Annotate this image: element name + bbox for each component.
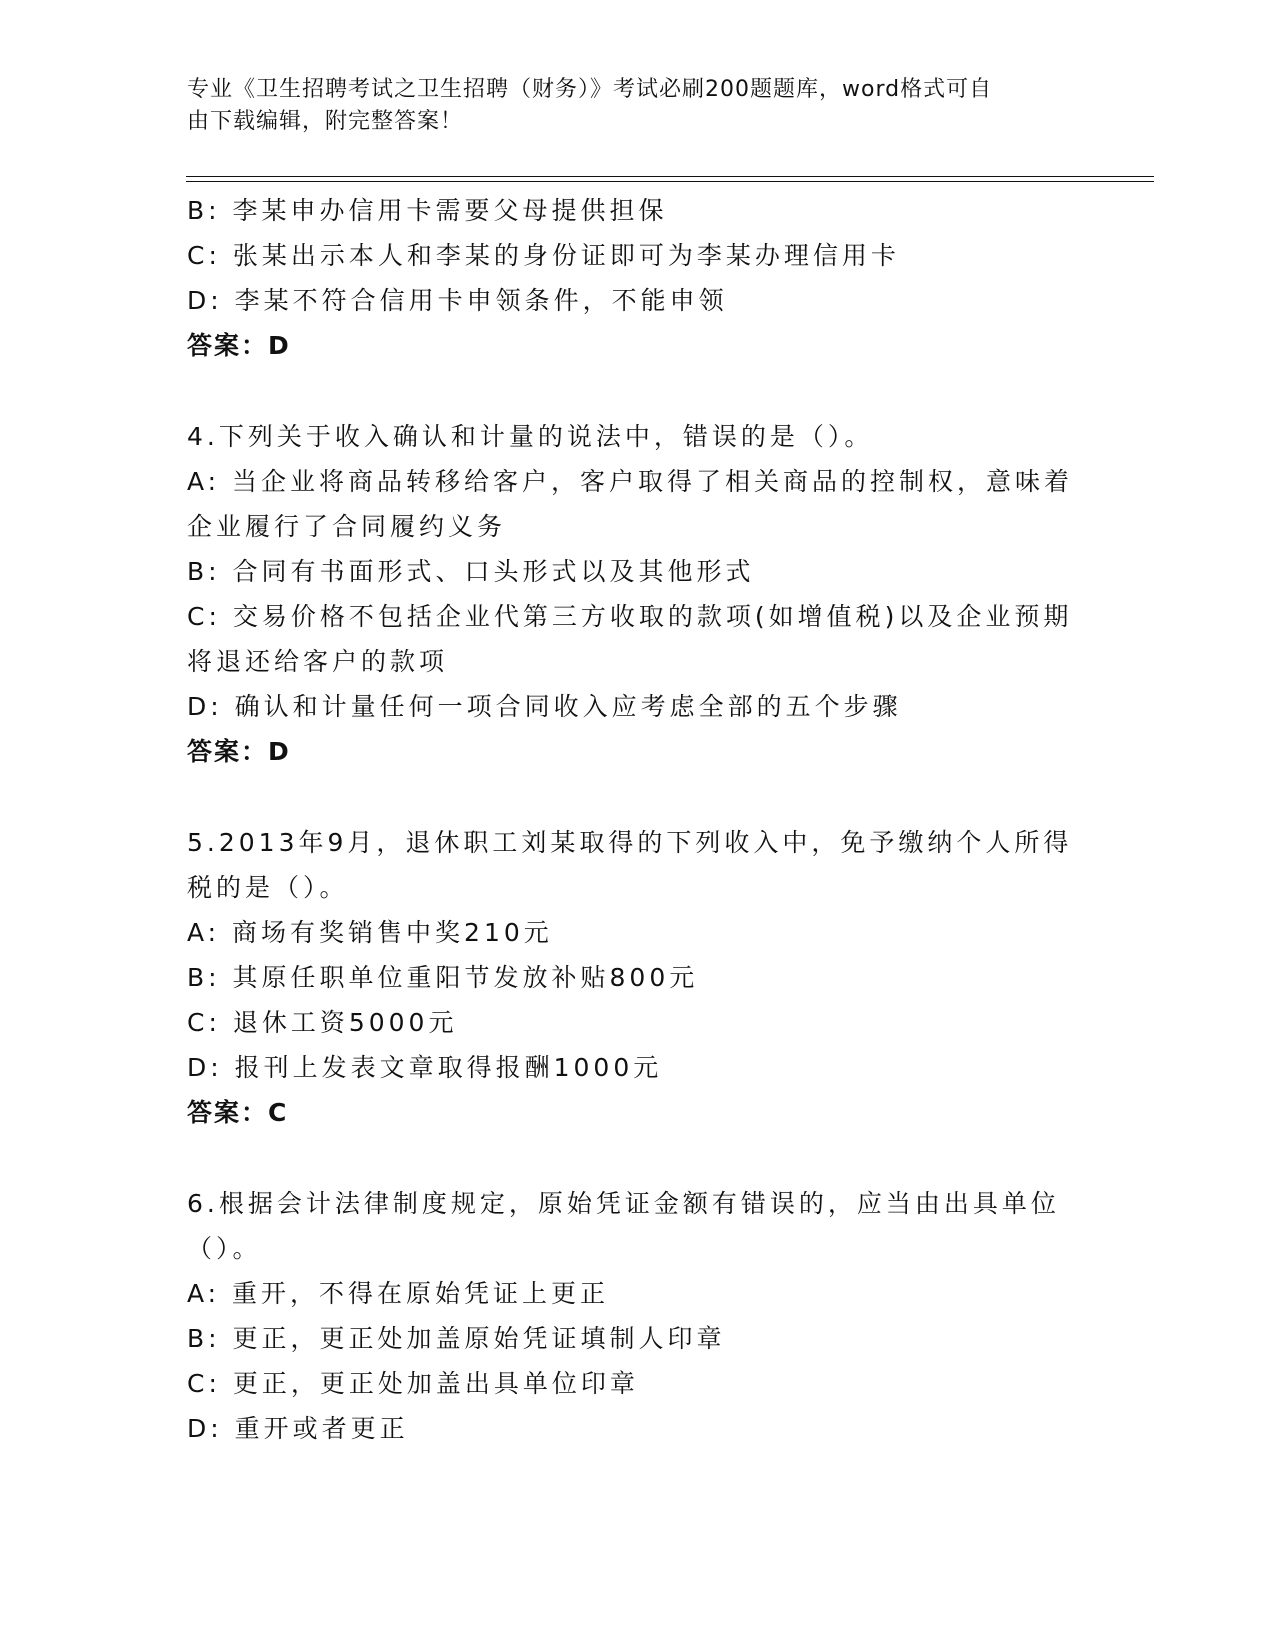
q5-answer: 答案：C	[187, 1098, 289, 1127]
q5-question-line-2: 税的是（）。	[187, 873, 349, 902]
page-header	[187, 74, 1067, 138]
header-line-2: 由下载编辑，附完整答案！	[187, 109, 464, 134]
q6-option-d: D: 重开或者更正	[187, 1414, 409, 1443]
header-divider	[186, 176, 1154, 182]
q3-answer: 答案：D	[187, 331, 291, 360]
question-3	[187, 188, 1087, 368]
q5-question-line-1: 5.2013年9月，退休职工刘某取得的下列收入中，免予缴纳个人所得	[187, 828, 1073, 857]
q5-option-c: C: 退休工资5000元	[187, 1008, 458, 1037]
q6-question-line-2: （）。	[187, 1234, 262, 1263]
q4-option-b: B: 合同有书面形式、口头形式以及其他形式	[187, 557, 755, 586]
q6-option-a: A: 重开，不得在原始凭证上更正	[187, 1279, 610, 1308]
spacer	[187, 368, 1087, 414]
q4-option-a-line-2: 企业履行了合同履约义务	[187, 512, 507, 541]
q3-option-c: C: 张某出示本人和李某的身份证即可为李某办理信用卡	[187, 241, 900, 270]
q6-option-b: B: 更正，更正处加盖原始凭证填制人印章	[187, 1324, 726, 1353]
q6-question-line-1: 6.根据会计法律制度规定，原始凭证金额有错误的，应当由出具单位	[187, 1189, 1060, 1218]
spacer	[187, 1135, 1087, 1181]
question-6	[187, 1181, 1087, 1451]
q4-option-a-line-1: A: 当企业将商品转移给客户，客户取得了相关商品的控制权，意味着	[187, 467, 1074, 496]
question-5	[187, 820, 1087, 1135]
question-list	[187, 188, 1087, 1451]
q6-option-c: C: 更正，更正处加盖出具单位印章	[187, 1369, 639, 1398]
spacer	[187, 774, 1087, 820]
q5-option-d: D: 报刊上发表文章取得报酬1000元	[187, 1053, 663, 1082]
q4-option-c-line-1: C: 交易价格不包括企业代第三方收取的款项(如增值税)以及企业预期	[187, 602, 1073, 631]
question-4	[187, 414, 1087, 774]
q4-answer: 答案：D	[187, 737, 291, 766]
q5-option-a: A: 商场有奖销售中奖210元	[187, 918, 553, 947]
q5-option-b: B: 其原任职单位重阳节发放补贴800元	[187, 963, 699, 992]
header-line-1: 专业《卫生招聘考试之卫生招聘（财务）》考试必刷200题题库，word格式可自	[187, 77, 993, 102]
q3-option-d: D: 李某不符合信用卡申领条件，不能申领	[187, 286, 728, 315]
q4-option-c-line-2: 将退还给客户的款项	[187, 647, 449, 676]
q3-option-b: B: 李某申办信用卡需要父母提供担保	[187, 196, 668, 225]
q4-option-d: D: 确认和计量任何一项合同收入应考虑全部的五个步骤	[187, 692, 902, 721]
q4-question: 4.下列关于收入确认和计量的说法中，错误的是（）。	[187, 422, 874, 451]
